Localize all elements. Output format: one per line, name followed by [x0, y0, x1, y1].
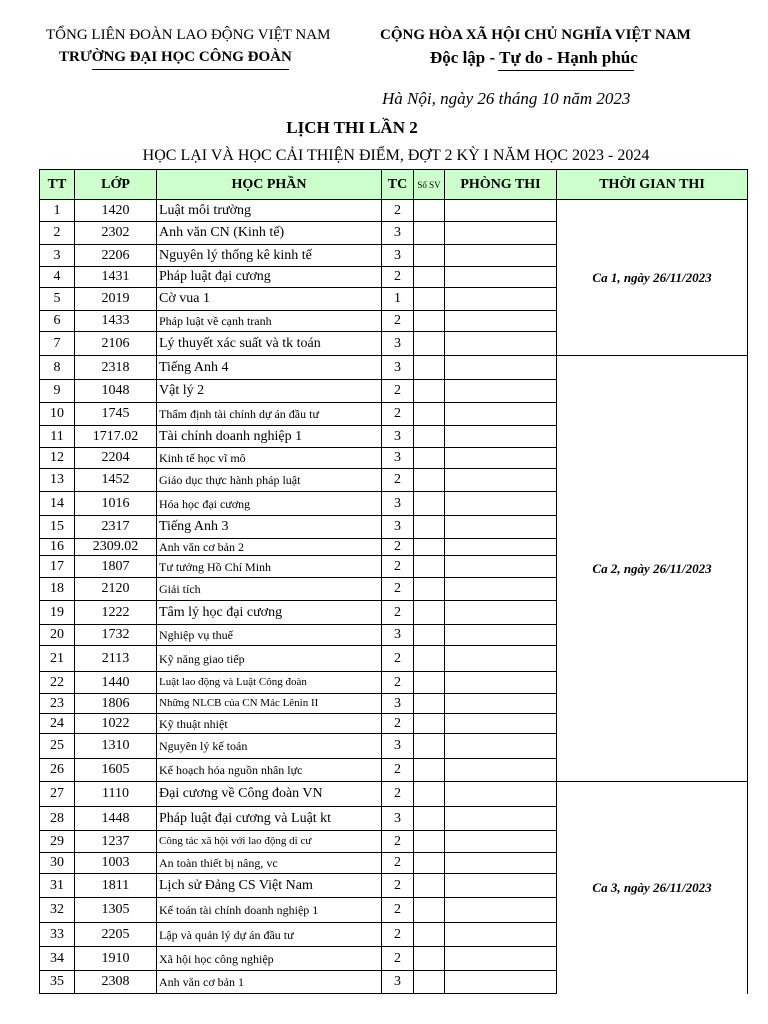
cell-phong-thi [445, 874, 557, 898]
cell-tt: 30 [40, 853, 75, 874]
cell-tc: 2 [382, 874, 414, 898]
cell-tc: 3 [382, 245, 414, 267]
cell-lop: 2309.02 [75, 539, 157, 556]
cell-so-sv [414, 200, 445, 222]
cell-tc: 2 [382, 311, 414, 332]
cell-tc: 3 [382, 971, 414, 994]
cell-so-sv [414, 492, 445, 516]
cell-phong-thi [445, 332, 557, 356]
motto-underline [498, 70, 634, 71]
cell-so-sv [414, 625, 445, 646]
cell-tt: 21 [40, 646, 75, 672]
cell-phong-thi [445, 694, 557, 714]
cell-so-sv [414, 759, 445, 782]
cell-so-sv [414, 672, 445, 694]
cell-lop: 2019 [75, 288, 157, 311]
cell-so-sv [414, 601, 445, 625]
cell-phong-thi [445, 556, 557, 578]
cell-so-sv [414, 311, 445, 332]
cell-tt: 27 [40, 782, 75, 807]
cell-hoc-phan: Vật lý 2 [157, 380, 382, 403]
cell-tt: 20 [40, 625, 75, 646]
cell-phong-thi [445, 714, 557, 734]
cell-hoc-phan: Lý thuyết xác suất và tk toán [157, 332, 382, 356]
cell-tt: 16 [40, 539, 75, 556]
cell-so-sv [414, 288, 445, 311]
cell-phong-thi [445, 853, 557, 874]
cell-lop: 2106 [75, 332, 157, 356]
country-title: CỘNG HÒA XÃ HỘI CHỦ NGHĨA VIỆT NAM [380, 27, 691, 43]
cell-lop: 1222 [75, 601, 157, 625]
cell-phong-thi [445, 267, 557, 288]
cell-hoc-phan: Kinh tế học vĩ mô [157, 448, 382, 469]
cell-phong-thi [445, 539, 557, 556]
cell-tc: 2 [382, 782, 414, 807]
cell-hoc-phan: Công tác xã hội với lao động di cư [157, 831, 382, 853]
cell-tt: 26 [40, 759, 75, 782]
cell-lop: 1237 [75, 831, 157, 853]
cell-lop: 2206 [75, 245, 157, 267]
cell-phong-thi [445, 601, 557, 625]
cell-lop: 1811 [75, 874, 157, 898]
cell-tc: 2 [382, 898, 414, 923]
cell-hoc-phan: Lập và quản lý dự án đầu tư [157, 923, 382, 947]
table-row [40, 200, 748, 222]
cell-tt: 9 [40, 380, 75, 403]
column-header-so-sv: Số SV [414, 170, 445, 200]
cell-tt: 11 [40, 426, 75, 448]
cell-so-sv [414, 556, 445, 578]
cell-phong-thi [445, 807, 557, 831]
cell-phong-thi [445, 672, 557, 694]
cell-phong-thi [445, 831, 557, 853]
cell-phong-thi [445, 898, 557, 923]
cell-so-sv [414, 714, 445, 734]
cell-so-sv [414, 516, 445, 539]
cell-tt: 33 [40, 923, 75, 947]
table-row [40, 782, 748, 807]
document-subtitle: HỌC LẠI VÀ HỌC CẢI THIỆN ĐIỂM, ĐỢT 2 KỲ I NĂM HỌC 2023 - 2024 [142, 147, 650, 164]
cell-tt: 14 [40, 492, 75, 516]
cell-tt: 35 [40, 971, 75, 994]
cell-lop: 2302 [75, 222, 157, 245]
cell-tc: 3 [382, 222, 414, 245]
cell-hoc-phan: Lịch sử Đảng CS Việt Nam [157, 874, 382, 898]
cell-tc: 3 [382, 694, 414, 714]
cell-tt: 7 [40, 332, 75, 356]
cell-so-sv [414, 245, 445, 267]
cell-so-sv [414, 426, 445, 448]
cell-hoc-phan: Tài chính doanh nghiệp 1 [157, 426, 382, 448]
cell-tt: 8 [40, 356, 75, 380]
cell-so-sv [414, 469, 445, 492]
cell-phong-thi [445, 380, 557, 403]
cell-hoc-phan: Thẩm định tài chính dự án đầu tư [157, 403, 382, 426]
cell-tt: 1 [40, 200, 75, 222]
cell-phong-thi [445, 288, 557, 311]
cell-tt: 6 [40, 311, 75, 332]
cell-lop: 1448 [75, 807, 157, 831]
cell-tt: 2 [40, 222, 75, 245]
cell-hoc-phan: Tư tưởng Hồ Chí Minh [157, 556, 382, 578]
cell-lop: 1048 [75, 380, 157, 403]
cell-so-sv [414, 874, 445, 898]
cell-tc: 3 [382, 332, 414, 356]
cell-phong-thi [445, 646, 557, 672]
cell-tc: 3 [382, 448, 414, 469]
cell-tc: 3 [382, 807, 414, 831]
cell-hoc-phan: Pháp luật về cạnh tranh [157, 311, 382, 332]
cell-tc: 2 [382, 947, 414, 971]
cell-hoc-phan: An toàn thiết bị nâng, vc [157, 853, 382, 874]
cell-tc: 3 [382, 426, 414, 448]
cell-tt: 28 [40, 807, 75, 831]
cell-lop: 1431 [75, 267, 157, 288]
cell-phong-thi [445, 492, 557, 516]
cell-tc: 3 [382, 625, 414, 646]
cell-phong-thi [445, 971, 557, 994]
cell-so-sv [414, 694, 445, 714]
cell-hoc-phan: Giáo dục thực hành pháp luật [157, 469, 382, 492]
cell-hoc-phan: Xã hội học công nghiệp [157, 947, 382, 971]
cell-tc: 2 [382, 601, 414, 625]
cell-lop: 2308 [75, 971, 157, 994]
cell-lop: 1732 [75, 625, 157, 646]
cell-hoc-phan: Luật lao động và Luật Công đoàn [157, 672, 382, 694]
cell-hoc-phan: Anh văn cơ bản 1 [157, 971, 382, 994]
cell-hoc-phan: Kỹ thuật nhiệt [157, 714, 382, 734]
cell-tc: 2 [382, 403, 414, 426]
cell-so-sv [414, 923, 445, 947]
date-line: Hà Nội, ngày 26 tháng 10 năm 2023 [382, 89, 631, 108]
cell-tc: 2 [382, 759, 414, 782]
cell-tt: 4 [40, 267, 75, 288]
cell-hoc-phan: Tiếng Anh 3 [157, 516, 382, 539]
cell-lop: 2317 [75, 516, 157, 539]
cell-so-sv [414, 782, 445, 807]
cell-so-sv [414, 947, 445, 971]
cell-tc: 2 [382, 714, 414, 734]
cell-lop: 1745 [75, 403, 157, 426]
cell-tt: 29 [40, 831, 75, 853]
cell-tc: 3 [382, 492, 414, 516]
cell-lop: 2204 [75, 448, 157, 469]
table-body [40, 200, 748, 994]
cell-phong-thi [445, 356, 557, 380]
school-underline [92, 69, 289, 70]
cell-phong-thi [445, 625, 557, 646]
cell-tc: 2 [382, 469, 414, 492]
cell-so-sv [414, 356, 445, 380]
cell-tc: 3 [382, 734, 414, 759]
cell-phong-thi [445, 578, 557, 601]
cell-tc: 2 [382, 853, 414, 874]
cell-so-sv [414, 380, 445, 403]
cell-tc: 2 [382, 672, 414, 694]
cell-tt: 25 [40, 734, 75, 759]
cell-tc: 2 [382, 267, 414, 288]
cell-hoc-phan: Anh văn CN (Kinh tế) [157, 222, 382, 245]
cell-tc: 2 [382, 380, 414, 403]
exam-schedule-table [39, 169, 748, 994]
cell-lop: 1910 [75, 947, 157, 971]
cell-hoc-phan: Pháp luật đại cương [157, 267, 382, 288]
cell-lop: 2205 [75, 923, 157, 947]
cell-hoc-phan: Tâm lý học đại cương [157, 601, 382, 625]
cell-hoc-phan: Giải tích [157, 578, 382, 601]
column-header-tt: TT [40, 170, 75, 200]
cell-tc: 2 [382, 578, 414, 601]
cell-tt: 18 [40, 578, 75, 601]
cell-so-sv [414, 403, 445, 426]
column-header-thoi-gian-thi: THỜI GIAN THI [557, 170, 748, 200]
cell-lop: 1305 [75, 898, 157, 923]
cell-lop: 1440 [75, 672, 157, 694]
cell-phong-thi [445, 734, 557, 759]
cell-lop: 1605 [75, 759, 157, 782]
cell-tt: 10 [40, 403, 75, 426]
cell-hoc-phan: Nghiệp vụ thuế [157, 625, 382, 646]
cell-phong-thi [445, 782, 557, 807]
cell-phong-thi [445, 469, 557, 492]
cell-tt: 24 [40, 714, 75, 734]
cell-hoc-phan: Đại cương về Công đoàn VN [157, 782, 382, 807]
cell-hoc-phan: Hóa học đại cương [157, 492, 382, 516]
cell-so-sv [414, 332, 445, 356]
cell-so-sv [414, 448, 445, 469]
cell-tc: 2 [382, 556, 414, 578]
cell-tt: 31 [40, 874, 75, 898]
cell-phong-thi [445, 200, 557, 222]
cell-phong-thi [445, 222, 557, 245]
cell-hoc-phan: Pháp luật đại cương và Luật kt [157, 807, 382, 831]
cell-tc: 2 [382, 831, 414, 853]
column-header-hoc-phan: HỌC PHẦN [157, 170, 382, 200]
cell-phong-thi [445, 759, 557, 782]
org-name: TỔNG LIÊN ĐOÀN LAO ĐỘNG VIỆT NAM [46, 27, 331, 43]
cell-tc: 2 [382, 923, 414, 947]
cell-phong-thi [445, 516, 557, 539]
cell-lop: 1003 [75, 853, 157, 874]
cell-tc: 1 [382, 288, 414, 311]
cell-tt: 19 [40, 601, 75, 625]
cell-so-sv [414, 646, 445, 672]
cell-lop: 1807 [75, 556, 157, 578]
cell-phong-thi [445, 245, 557, 267]
cell-tt: 12 [40, 448, 75, 469]
cell-tt: 23 [40, 694, 75, 714]
cell-so-sv [414, 539, 445, 556]
motto: Độc lập - Tự do - Hạnh phúc [430, 48, 638, 67]
cell-thoi-gian-thi: Ca 2, ngày 26/11/2023 [557, 356, 748, 782]
cell-tc: 2 [382, 646, 414, 672]
cell-hoc-phan: Kỹ năng giao tiếp [157, 646, 382, 672]
cell-lop: 2120 [75, 578, 157, 601]
cell-hoc-phan: Nguyên lý thống kê kinh tế [157, 245, 382, 267]
table-row [40, 356, 748, 380]
cell-tc: 3 [382, 356, 414, 380]
cell-so-sv [414, 853, 445, 874]
column-header-lop: LỚP [75, 170, 157, 200]
cell-so-sv [414, 578, 445, 601]
cell-so-sv [414, 807, 445, 831]
cell-hoc-phan: Tiếng Anh 4 [157, 356, 382, 380]
cell-hoc-phan: Kế hoạch hóa nguồn nhân lực [157, 759, 382, 782]
cell-lop: 1806 [75, 694, 157, 714]
cell-phong-thi [445, 311, 557, 332]
cell-phong-thi [445, 923, 557, 947]
cell-so-sv [414, 734, 445, 759]
cell-phong-thi [445, 426, 557, 448]
cell-tt: 13 [40, 469, 75, 492]
cell-phong-thi [445, 403, 557, 426]
cell-tt: 15 [40, 516, 75, 539]
cell-tc: 2 [382, 200, 414, 222]
document-title: LỊCH THI LẦN 2 [286, 118, 418, 137]
cell-tt: 5 [40, 288, 75, 311]
cell-hoc-phan: Luật môi trường [157, 200, 382, 222]
cell-so-sv [414, 222, 445, 245]
cell-lop: 2113 [75, 646, 157, 672]
cell-lop: 1310 [75, 734, 157, 759]
cell-so-sv [414, 898, 445, 923]
cell-hoc-phan: Cờ vua 1 [157, 288, 382, 311]
cell-phong-thi [445, 947, 557, 971]
cell-hoc-phan: Anh văn cơ bản 2 [157, 539, 382, 556]
cell-lop: 1110 [75, 782, 157, 807]
cell-lop: 1420 [75, 200, 157, 222]
cell-lop: 1433 [75, 311, 157, 332]
cell-hoc-phan: Những NLCB của CN Mác Lênin II [157, 694, 382, 714]
cell-tc: 3 [382, 516, 414, 539]
cell-lop: 1717.02 [75, 426, 157, 448]
cell-tt: 34 [40, 947, 75, 971]
cell-thoi-gian-thi: Ca 1, ngày 26/11/2023 [557, 200, 748, 356]
cell-thoi-gian-thi: Ca 3, ngày 26/11/2023 [557, 782, 748, 994]
cell-so-sv [414, 971, 445, 994]
cell-lop: 1452 [75, 469, 157, 492]
cell-hoc-phan: Nguyên lý kế toán [157, 734, 382, 759]
cell-tt: 3 [40, 245, 75, 267]
school-name: TRƯỜNG ĐẠI HỌC CÔNG ĐOÀN [59, 49, 292, 65]
cell-tc: 2 [382, 539, 414, 556]
column-header-tc: TC [382, 170, 414, 200]
cell-lop: 1022 [75, 714, 157, 734]
cell-phong-thi [445, 448, 557, 469]
cell-tt: 22 [40, 672, 75, 694]
cell-tt: 17 [40, 556, 75, 578]
column-header-phong-thi: PHÒNG THI [445, 170, 557, 200]
cell-so-sv [414, 831, 445, 853]
table-header-row [40, 170, 748, 200]
cell-hoc-phan: Kế toán tài chính doanh nghiệp 1 [157, 898, 382, 923]
cell-so-sv [414, 267, 445, 288]
cell-lop: 2318 [75, 356, 157, 380]
cell-tt: 32 [40, 898, 75, 923]
cell-lop: 1016 [75, 492, 157, 516]
